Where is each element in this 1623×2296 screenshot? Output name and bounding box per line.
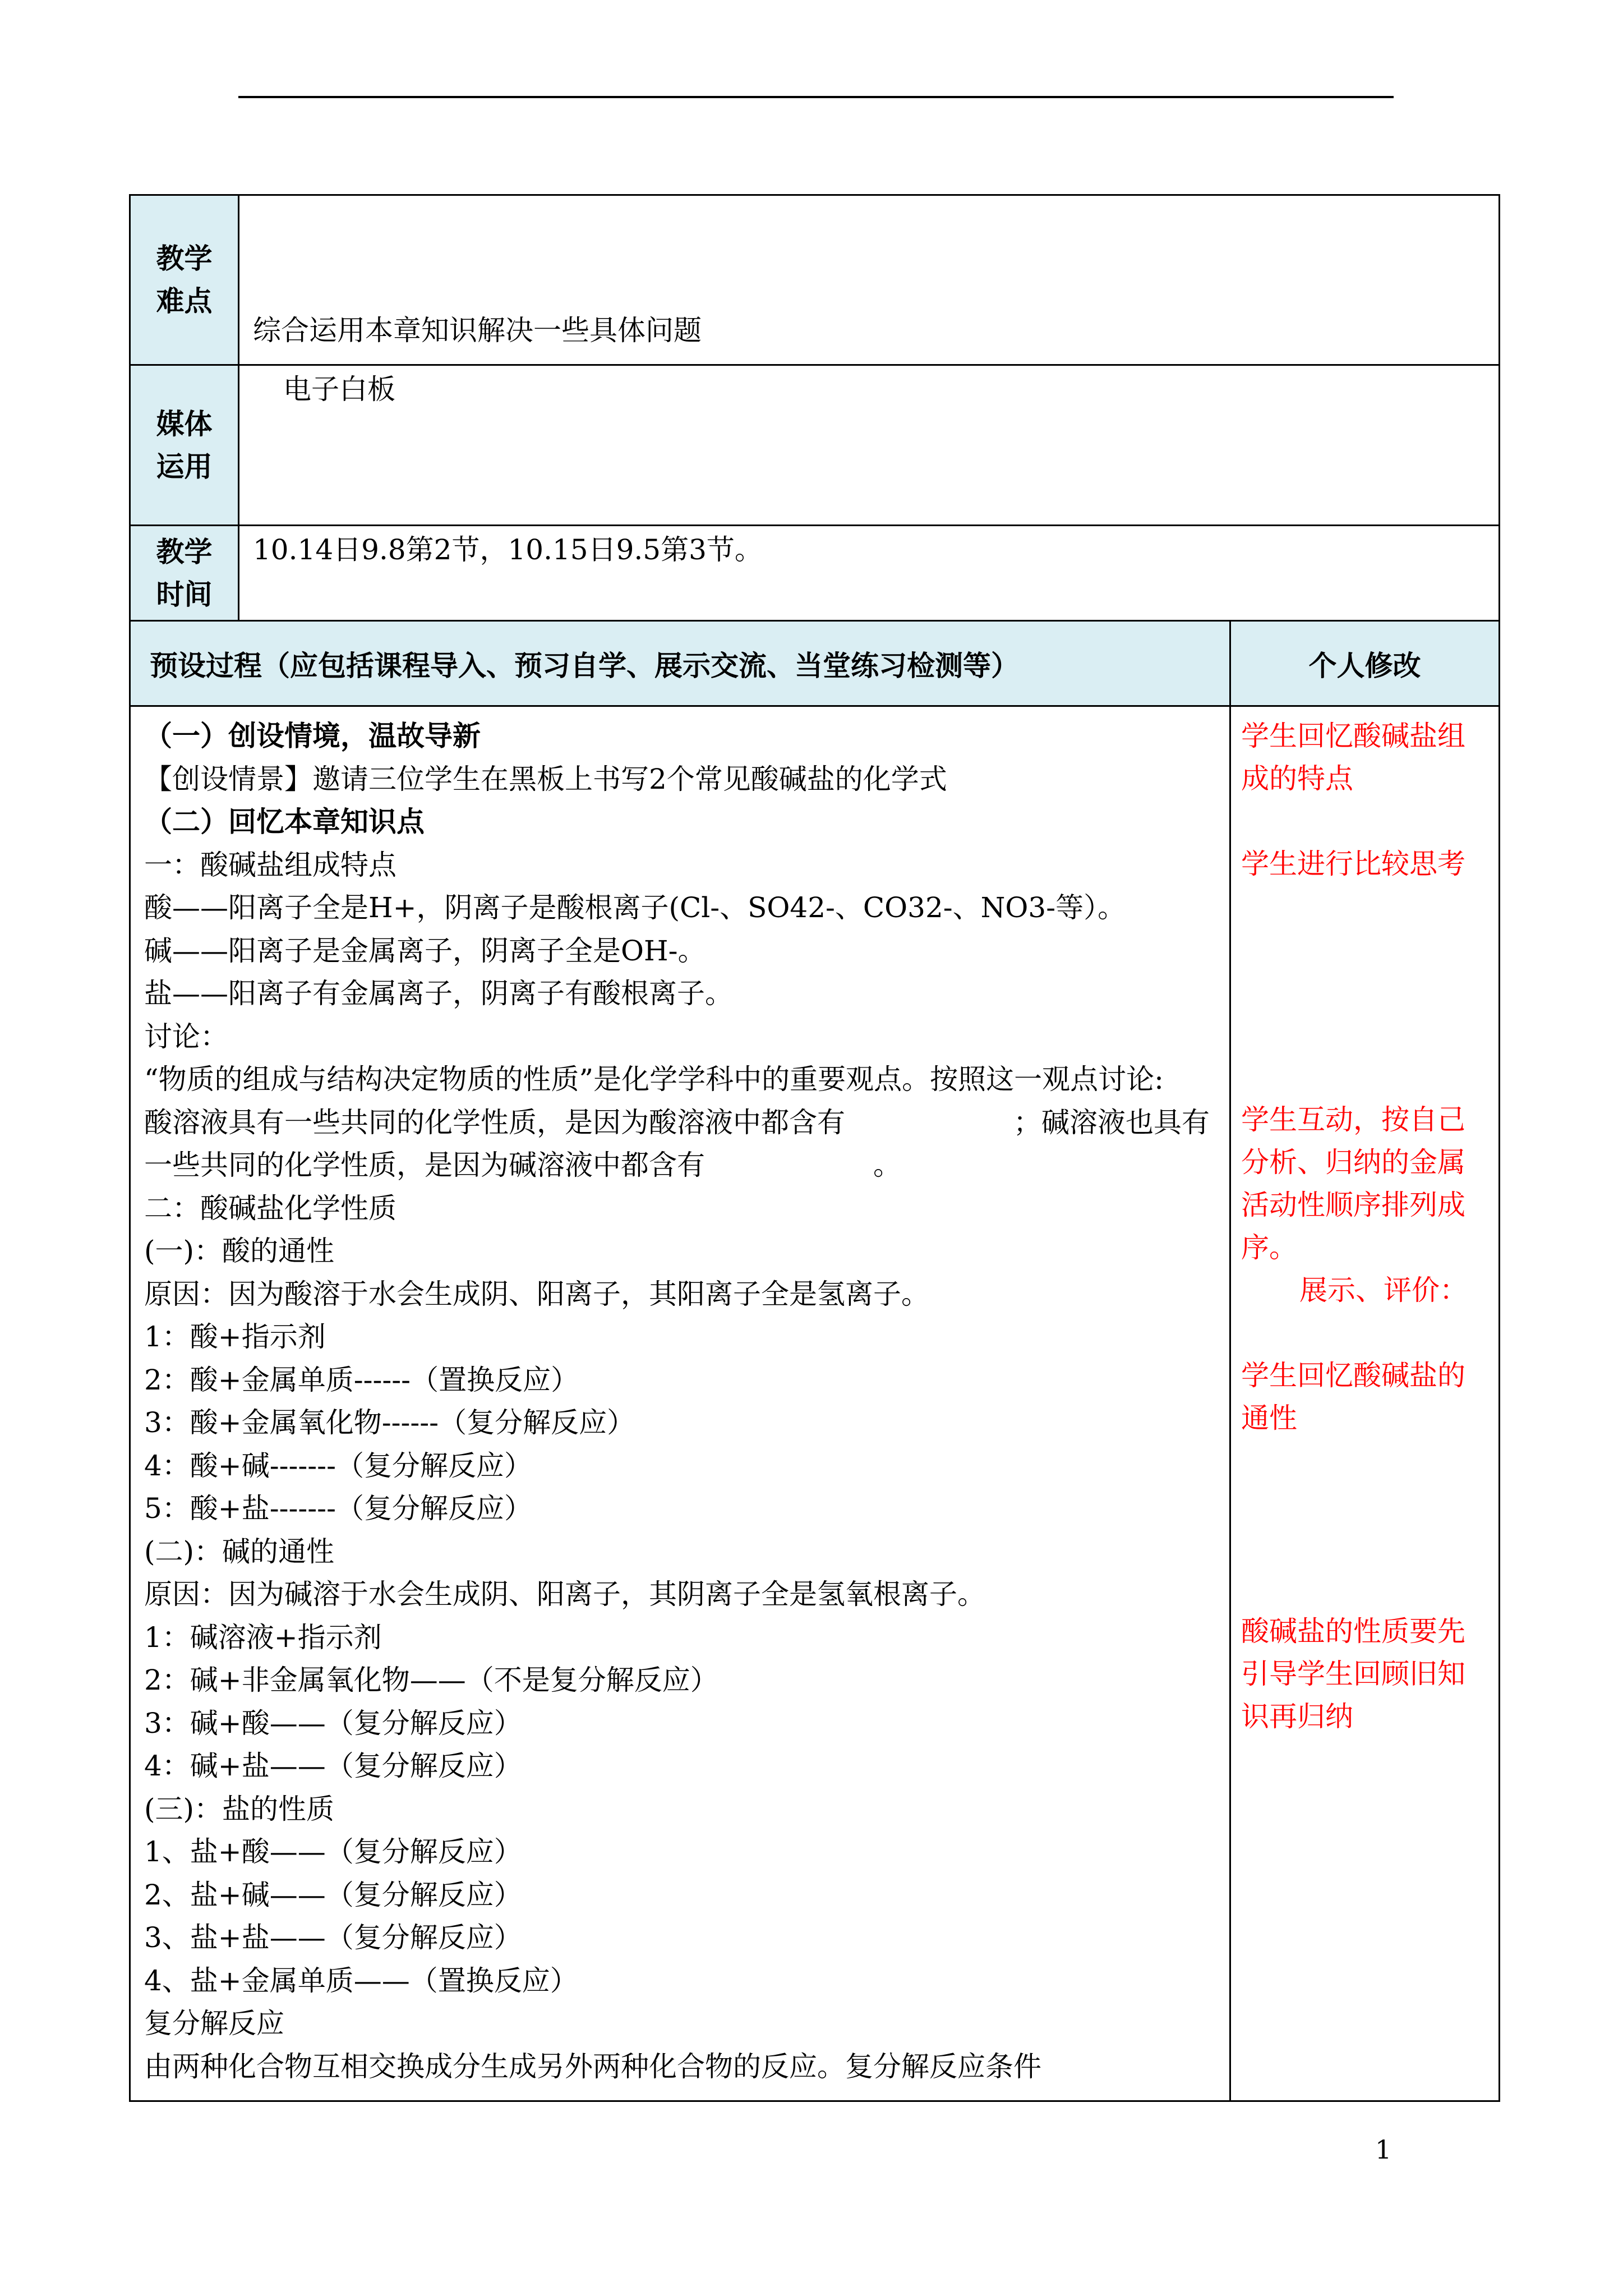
page-number: 1 bbox=[1375, 2134, 1392, 2165]
process-line: 二：酸碱盐化学性质 bbox=[144, 1191, 396, 1225]
note-interaction: 学生互动，按自己分析、归纳的金属活动性顺序排列成序。 bbox=[1241, 1103, 1465, 1264]
difficulty-content bbox=[239, 195, 1500, 365]
row-media bbox=[130, 365, 1500, 526]
process-line: 复分解反应 bbox=[144, 2007, 284, 2040]
process-line: 一：酸碱盐组成特点 bbox=[144, 848, 396, 881]
process-line: 酸溶液具有一些共同的化学性质，是因为酸溶液中都含有 ；碱溶液也具有 bbox=[144, 1106, 1210, 1139]
process-line: 盐——阳离子有金属离子，阴离子有酸根离子。 bbox=[144, 977, 733, 1010]
process-line: 3、盐+盐——（复分解反应） bbox=[144, 1921, 522, 1954]
revision-notes bbox=[1230, 706, 1500, 2101]
media-text: 电子白板 bbox=[283, 373, 395, 406]
revision-header: 个人修改 bbox=[1230, 621, 1500, 706]
process-line: 4、盐+金属单质——（置换反应） bbox=[144, 1964, 578, 1997]
row-time bbox=[130, 526, 1500, 621]
difficulty-text: 综合运用本章知识解决一些具体问题 bbox=[253, 314, 702, 347]
process-line: 4：酸+碱-------（复分解反应） bbox=[144, 1449, 532, 1482]
process-line: 3：碱+酸——（复分解反应） bbox=[144, 1706, 522, 1740]
process-line: 由两种化合物互相交换成分生成另外两种化合物的反应。复分解反应条件 bbox=[144, 2050, 1041, 2083]
process-line: 2：碱+非金属氧化物——（不是复分解反应） bbox=[144, 1664, 718, 1696]
process-line: 一些共同的化学性质，是因为碱溶液中都含有 。 bbox=[144, 1149, 901, 1181]
process-line: 酸——阳离子全是H+，阴离子是酸根离子(Cl-、SO42-、CO32-、NO3-等）。 bbox=[144, 891, 1126, 924]
note-display: 展示、评价： bbox=[1299, 1274, 1468, 1306]
section-header-row bbox=[130, 621, 1500, 706]
time-content bbox=[239, 526, 1500, 621]
process-line: 1：酸+指示剂 bbox=[144, 1320, 326, 1353]
process-content bbox=[130, 706, 1230, 2101]
note-general-properties: 学生回忆酸碱盐的通性 bbox=[1241, 1359, 1465, 1434]
process-line: 1、盐+酸——（复分解反应） bbox=[144, 1835, 522, 1868]
process-line: (一)：酸的通性 bbox=[144, 1235, 335, 1267]
process-header: 预设过程（应包括课程导入、预习自学、展示交流、当堂练习检测等） bbox=[130, 621, 1230, 706]
process-line: “物质的组成与结构决定物质的性质”是化学学科中的重要观点。按照这一观点讨论: bbox=[144, 1063, 1164, 1096]
process-line: 3：酸+金属氧化物------（复分解反应） bbox=[144, 1406, 635, 1439]
process-line: 讨论： bbox=[144, 1020, 228, 1053]
note-compare: 学生进行比较思考 bbox=[1241, 848, 1465, 880]
row-process bbox=[130, 706, 1500, 2101]
header-rule bbox=[238, 96, 1394, 98]
label-time: 教学 时间 bbox=[130, 526, 239, 621]
process-line: 【创设情景】邀请三位学生在黑板上书写2个常见酸碱盐的化学式 bbox=[144, 762, 947, 795]
process-line: 2、盐+碱——（复分解反应） bbox=[144, 1878, 522, 1911]
process-line: (三)：盐的性质 bbox=[144, 1792, 335, 1825]
row-difficulty bbox=[130, 195, 1500, 365]
process-line: 原因：因为碱溶于水会生成阴、阳离子，其阴离子全是氢氧根离子。 bbox=[144, 1578, 985, 1611]
label-media: 媒体 运用 bbox=[130, 365, 239, 526]
process-line: 2：酸+金属单质------（置换反应） bbox=[144, 1363, 579, 1396]
process-line: （二）回忆本章知识点 bbox=[144, 805, 425, 838]
note-guidance: 酸碱盐的性质要先引导学生回顾旧知识再归纳 bbox=[1241, 1615, 1465, 1733]
process-line: 4：碱+盐——（复分解反应） bbox=[144, 1750, 522, 1782]
note-composition: 学生回忆酸碱盐组成的特点 bbox=[1241, 720, 1465, 795]
process-line: 1：碱溶液+指示剂 bbox=[144, 1621, 382, 1654]
process-line: （一）创设情境，温故导新 bbox=[144, 719, 481, 752]
process-line: 碱——阳离子是金属离子，阴离子全是OH-。 bbox=[144, 934, 706, 967]
time-text: 10.14日9.8第2节，10.15日9.5第3节。 bbox=[253, 533, 763, 566]
label-difficulty: 教学 难点 bbox=[130, 195, 239, 365]
lesson-plan-table bbox=[129, 194, 1500, 2102]
process-line: 原因：因为酸溶于水会生成阴、阳离子，其阳离子全是氢离子。 bbox=[144, 1277, 929, 1310]
process-line: 5：酸+盐-------（复分解反应） bbox=[144, 1492, 532, 1525]
media-content bbox=[239, 365, 1500, 526]
process-line: (二)：碱的通性 bbox=[144, 1535, 335, 1568]
